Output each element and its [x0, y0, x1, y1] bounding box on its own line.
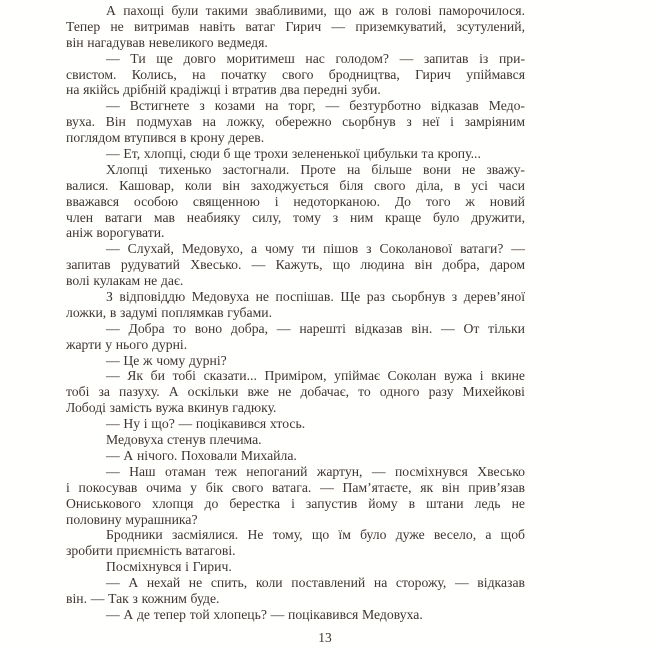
paragraph — [66, 368, 525, 416]
paragraph — [66, 559, 525, 575]
paragraph — [66, 146, 525, 162]
paragraph — [66, 51, 525, 99]
text-line: — Це ж чому дурні? — [106, 352, 227, 368]
text-line: і покосував очима у бік свого ватага. — Пам’ятаєте, як він прив’язав — [66, 479, 525, 495]
text-line: — Встигнете з козами на торг, — безтурботно відказав Медо- — [106, 98, 525, 114]
paragraph — [66, 162, 525, 241]
paragraph — [66, 416, 525, 432]
text-line: свистом. Колись, на початку свого бродництва, Гирич упіймався — [66, 66, 525, 82]
text-line: Хлопці тихенько застогнали. Проте на більше вони не зважу- — [106, 161, 525, 177]
paragraph — [66, 3, 525, 51]
paragraph — [66, 575, 525, 607]
paragraph — [66, 353, 525, 369]
text-line: ложки, в задумі поплямкав губами. — [66, 304, 272, 320]
text-line: Медовуха стенув плечима. — [106, 432, 262, 448]
text-line: З відповіддю Медовуха не поспішав. Ще раз сьорбнув з дерев’яної — [106, 289, 525, 305]
text-line: — Ти ще довго моритимеш нас голодом? — запитав із при- — [106, 50, 525, 66]
text-line: аніж ворогувати. — [66, 225, 165, 241]
text-line: зробити приємність ватагові. — [66, 543, 236, 559]
text-line: вважався особою священною і недоторканою. До того ж новий — [66, 193, 525, 209]
text-line: — Ет, хлопці, сюди б ще трохи зелененької цибульки та кропу... — [106, 146, 481, 162]
text-line: тобі за пазуху. А оскільки вже не добачає, то одного разу Михейкові — [66, 384, 525, 400]
paragraph — [66, 321, 525, 353]
text-line: А пахощі були такими звабливими, що аж в голові паморочилося. — [106, 3, 525, 18]
text-line: — А нехай не спить, коли поставлений на сторожу, — відказав — [106, 575, 525, 591]
text-line: — Наш отаман теж непоганий жартун, — посміхнувся Хвесько — [106, 463, 525, 479]
text-line: Лободі замість вужа вкинув гадюку. — [66, 400, 277, 416]
text-line: Посміхнувся і Гирич. — [106, 559, 232, 575]
text-line: — А нічого. Поховали Михайла. — [106, 447, 297, 463]
paragraph — [66, 98, 525, 146]
page-number: 13 — [318, 630, 332, 645]
paragraph — [66, 432, 525, 448]
text-line: волі кулакам не дає. — [66, 273, 184, 289]
text-line: жарти у нього дурні. — [66, 336, 188, 352]
text-line: Тепер не витримав навіть ватаг Гирич — приземкуватий, зсутулений, — [66, 18, 525, 34]
text-line: член ватаги мав неабияку силу, тому з ним краще було дружити, — [66, 209, 525, 225]
paragraph — [66, 241, 525, 289]
paragraph — [66, 607, 525, 623]
text-line: поглядом втупився в крону дерев. — [66, 130, 265, 146]
text-line: Бродники засміялися. Не тому, що їм було дуже весело, а щоб — [106, 527, 525, 543]
paragraph — [66, 527, 525, 559]
text-block — [66, 3, 525, 623]
text-line: — Як би тобі сказати... Приміром, упіймає Соколан вужа і вкине — [106, 368, 525, 384]
text-line: на якійсь дрібній крадіжці і втратив два передні зуби. — [66, 82, 381, 98]
text-line: — Ну і що? — поцікавився хтось. — [106, 416, 306, 432]
paragraph — [66, 448, 525, 464]
text-line: вуха. Він подмухав на ложку, обережно сьорбнув з неї і замріяним — [66, 114, 525, 130]
paragraph — [66, 289, 525, 321]
text-line: — Добра то воно добра, — нарешті відказав він. — От тільки — [106, 320, 525, 336]
text-line: Ониськового хлопця до берестка і запустив йому в штани ледь не — [66, 495, 525, 511]
text-line: він. — Так з кожним буде. — [66, 590, 220, 606]
text-line: половину мурашника? — [66, 511, 198, 527]
paragraph — [66, 464, 525, 528]
text-line: запитав рудуватий Хвесько. — Кажуть, що людина він добра, даром — [66, 257, 525, 273]
text-line: — Слухай, Медовухо, а чому ти пішов з Соколанової ватаги? — — [106, 241, 525, 257]
text-line: валися. Кашовар, коли він заходжується біля свого діла, в усі часи — [66, 177, 525, 193]
text-line: він нагадував невеликого ведмедя. — [66, 34, 268, 50]
text-line: — А де тепер той хлопець? — поцікавився Медовуха. — [106, 606, 423, 622]
